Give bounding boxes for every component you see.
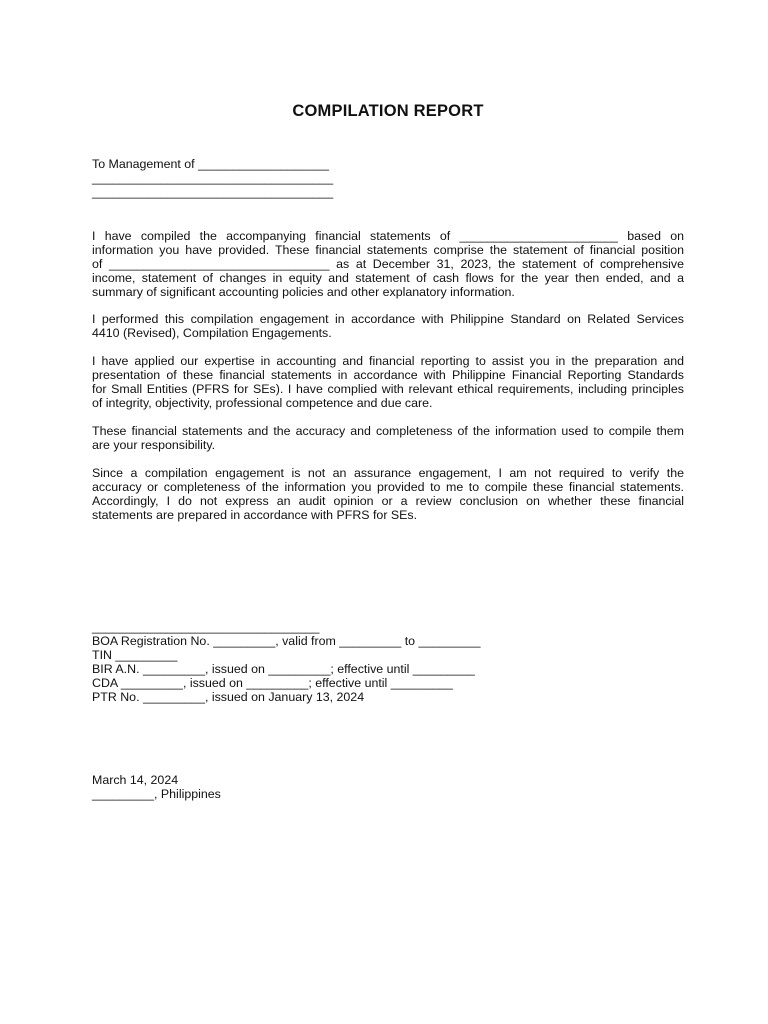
addressee-line: ___________________________________ [92, 185, 334, 199]
paragraph-line: 4410 (Revised), Compilation Engagements. [92, 326, 332, 340]
signature-block [92, 620, 684, 704]
paragraph-line: of ________________________________ as at December 31, 2023, the statement of comprehensive [92, 257, 684, 271]
paragraph-line: These financial statements and the accuracy and completeness of the information used to compile them [92, 424, 684, 438]
paragraph-line: Since a compilation engagement is not an assurance engagement, I am not required to verify the [92, 466, 684, 480]
paragraph-line: are your responsibility. [92, 438, 216, 452]
paragraph-line: of integrity, objectivity, professional competence and due care. [92, 396, 433, 410]
document-title: COMPILATION REPORT [292, 102, 484, 120]
boa-registration: BOA Registration No. _________, valid from _________ to _________ [92, 634, 481, 648]
signature-line: _________________________________ [92, 620, 320, 634]
paragraph-standard [92, 312, 684, 340]
addressee-block [92, 157, 684, 199]
paragraph-line: income, statement of changes in equity and statement of cash flows for the year then ended, and a [92, 271, 684, 285]
paragraph-line: Accordingly, I do not express an audit opinion or a review conclusion on whether these financial [92, 494, 684, 508]
paragraph-line: information you have provided. These financial statements comprise the statement of financial position [92, 243, 684, 257]
paragraph-line: for Small Entities (PFRS for SEs). I have complied with relevant ethical requirements, including principles [92, 382, 684, 396]
ptr-line: PTR No. _________, issued on January 13, 2024 [92, 690, 365, 704]
tin-line: TIN _________ [92, 648, 178, 662]
report-place: _________, Philippines [92, 787, 221, 801]
paragraph-line: I have compiled the accompanying financial statements of _______________________ based on [92, 229, 684, 243]
paragraph-assurance [92, 466, 684, 522]
paragraph-compilation [92, 229, 684, 299]
paragraph-responsibility [92, 424, 684, 452]
date-block [92, 773, 684, 801]
paragraph-expertise [92, 354, 684, 410]
paragraph-line: I performed this compilation engagement in accordance with Philippine Standard on Related Services [92, 312, 684, 326]
bir-line: BIR A.N. _________, issued on _________; effective until _________ [92, 662, 475, 676]
paragraph-line: presentation of these financial statements in accordance with Philippine Financial Reporting Standards [92, 368, 684, 382]
paragraph-line: accuracy or completeness of the information you provided to me to compile these financial statements. [92, 480, 684, 494]
paragraph-line: I have applied our expertise in accounting and financial reporting to assist you in the preparation and [92, 354, 684, 368]
report-date: March 14, 2024 [92, 773, 179, 787]
cda-line: CDA _________, issued on _________; effective until _________ [92, 676, 453, 690]
addressee-line: To Management of ___________________ [92, 157, 330, 171]
paragraph-line: summary of significant accounting policies and other explanatory information. [92, 285, 515, 299]
paragraph-line: statements are prepared in accordance with PFRS for SEs. [92, 508, 418, 522]
addressee-line: ___________________________________ [92, 171, 334, 185]
